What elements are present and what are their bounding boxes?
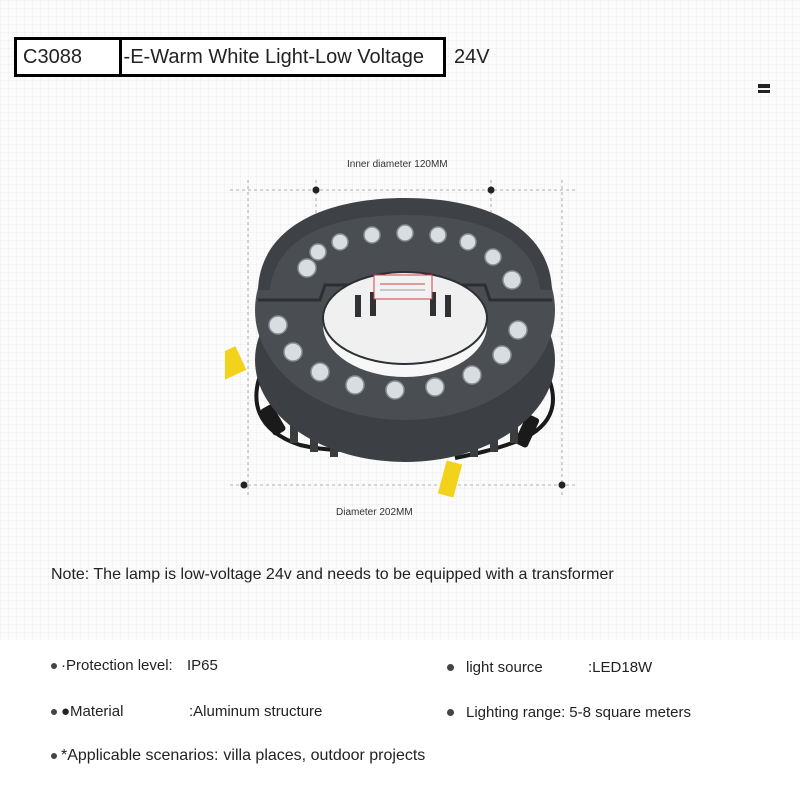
spec-light-source — [447, 659, 652, 676]
bullet-dot-icon — [447, 664, 454, 671]
spec-protection-value: IP65 — [187, 657, 218, 674]
spec-material — [51, 703, 322, 720]
spec-lighting-range-value: 5-8 square meters — [569, 704, 691, 721]
product-description: -E-Warm White Light-Low Voltage — [122, 37, 446, 77]
spec-material-value: :Aluminum structure — [189, 703, 323, 720]
inner-diameter-label: Inner diameter 120MM — [347, 159, 448, 170]
yellow-tag — [225, 346, 246, 380]
yellow-tag — [438, 461, 462, 498]
bullet-dot-icon — [51, 709, 57, 715]
bullet-dot-icon — [51, 663, 57, 669]
spec-protection — [51, 657, 218, 674]
diameter-label: Diameter 202MM — [336, 507, 413, 518]
spec-scenarios — [51, 747, 425, 765]
product-code: C3088 — [14, 37, 122, 77]
spec-lighting-range — [447, 704, 691, 721]
bullet-dot-icon — [51, 753, 57, 759]
menu-icon[interactable] — [758, 84, 770, 94]
spec-lighting-range-key: Lighting range: — [466, 704, 566, 721]
spec-light-source-value: :LED18W — [588, 659, 653, 676]
spec-scenarios-value: villa places, outdoor projects — [223, 747, 426, 764]
product-title-bar — [14, 37, 446, 77]
product-label-sticker — [374, 275, 432, 299]
bullet-dot-icon — [447, 709, 454, 716]
spec-protection-key: ·Protection level: — [61, 657, 173, 674]
spec-light-source-key: light source — [466, 659, 543, 676]
spec-scenarios-key: *Applicable scenarios: — [61, 747, 219, 764]
lamp-product-image — [225, 170, 585, 510]
product-voltage: 24V — [454, 46, 490, 68]
spec-material-key: ●Material — [61, 703, 124, 720]
note-text: Note: The lamp is low-voltage 24v and needs to be equipped with a transformer — [51, 566, 614, 583]
